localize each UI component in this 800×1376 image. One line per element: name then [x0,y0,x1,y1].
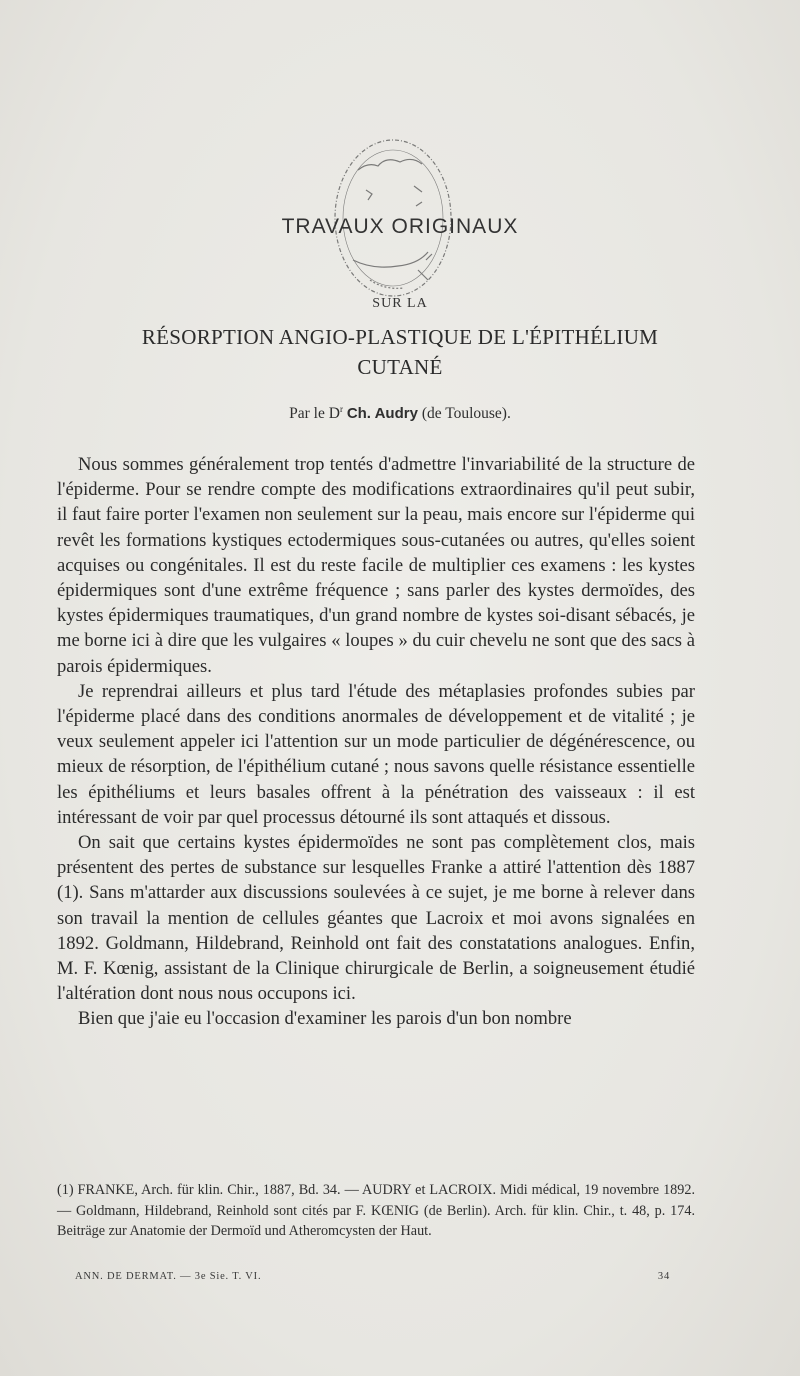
section-heading: TRAVAUX ORIGINAUX [281,215,519,238]
paragraph: Bien que j'aie eu l'occasion d'examiner les parois d'un bon nombre [78,1008,572,1030]
article-title-line-1: RÉSORPTION ANGIO-PLASTIQUE DE L'ÉPITHÉLIUM [141,325,659,349]
article-title-line-2: CUTANÉ [357,355,443,379]
paragraph: Je reprendrai ailleurs et plus tard l'étude des métaplasies profondes subies par l'épiderme placé dans des conditions anormales de développement et de vitalité ; je veux seulement appeler ici l'attention sur un mode particulier de dégénérescence, ou mieux de résorption, de l'épithélium cutané ; nous savons quelle résistance essentielle les épithéliums et leurs basales offrent à la pénétration des vaisseaux : il est intéressant de voir par quel processus détourné ils sont attaqués et dissous. [57,680,695,828]
author-affiliation: (de Toulouse). [421,405,511,423]
running-footer: ANN. DE DERMAT. — 3e Sie. T. VI. [75,1271,262,1282]
author-name: Ch. Audry [346,405,418,423]
article-title [0,322,800,382]
page-number: 34 [657,1271,670,1282]
byline-prefix-sup: r [339,404,343,414]
article-body [57,452,695,1032]
footnote: (1) FRANKE, Arch. für klin. Chir., 1887, Bd. 34. — AUDRY et LACROIX. Midi médical, 19 novembre 1892. — Goldmann, Hildebrand, Reinhold sont cités par F. KŒNIG (de Berlin). Arch. für klin. Chir., t. 48, p. 174. Beiträge zur Anatomie der Dermoïd und Atheromcysten der Haut. [57,1182,695,1239]
byline-prefix: Par le D [289,405,340,423]
byline [0,404,800,423]
paragraph: Nous sommes généralement trop tentés d'admettre l'invariabilité de la structure de l'épiderme. Pour se rendre compte des modifications extraordinaires qu'il peut subir, il faut faire porter l'examen non seulement sur la peau, mais encore sur l'épiderme qui revêt les formations kystiques ectodermiques sous-cutanées ou autres, qu'elles soient acquises ou congénitales. Il est du reste facile de multiplier ces examens : les kystes épidermiques sont d'une extrême fréquence ; sans parler des kystes dermoïdes, des kystes épidermiques traumatiques, d'un grand nombre de kystes soi-disant sébacés, je me borne ici à dire que les vulgaires « loupes » du cuir chevelu ne sont que des sacs à parois épidermiques. [57,454,695,677]
page-footer [75,1271,670,1282]
paragraph: On sait que certains kystes épidermoïdes ne sont pas complètement clos, mais présentent des pertes de substance sur lesquelles Franke a attiré l'attention dès 1887 (1). Sans m'attarder aux discussions soulevées à ce sujet, je me borne à relever dans son travail la mention de cellules géantes que Lacroix et moi avons signalées en 1892. Goldmann, Hildebrand, Reinhold ont fait des constatations analogues. Enfin, M. F. Kœnig, assistant de la Clinique chirurgicale de Berlin, a soigneusement étudié l'altération dont nous nous occupons ici. [57,832,695,1005]
title-prefix: SUR LA [372,296,428,311]
